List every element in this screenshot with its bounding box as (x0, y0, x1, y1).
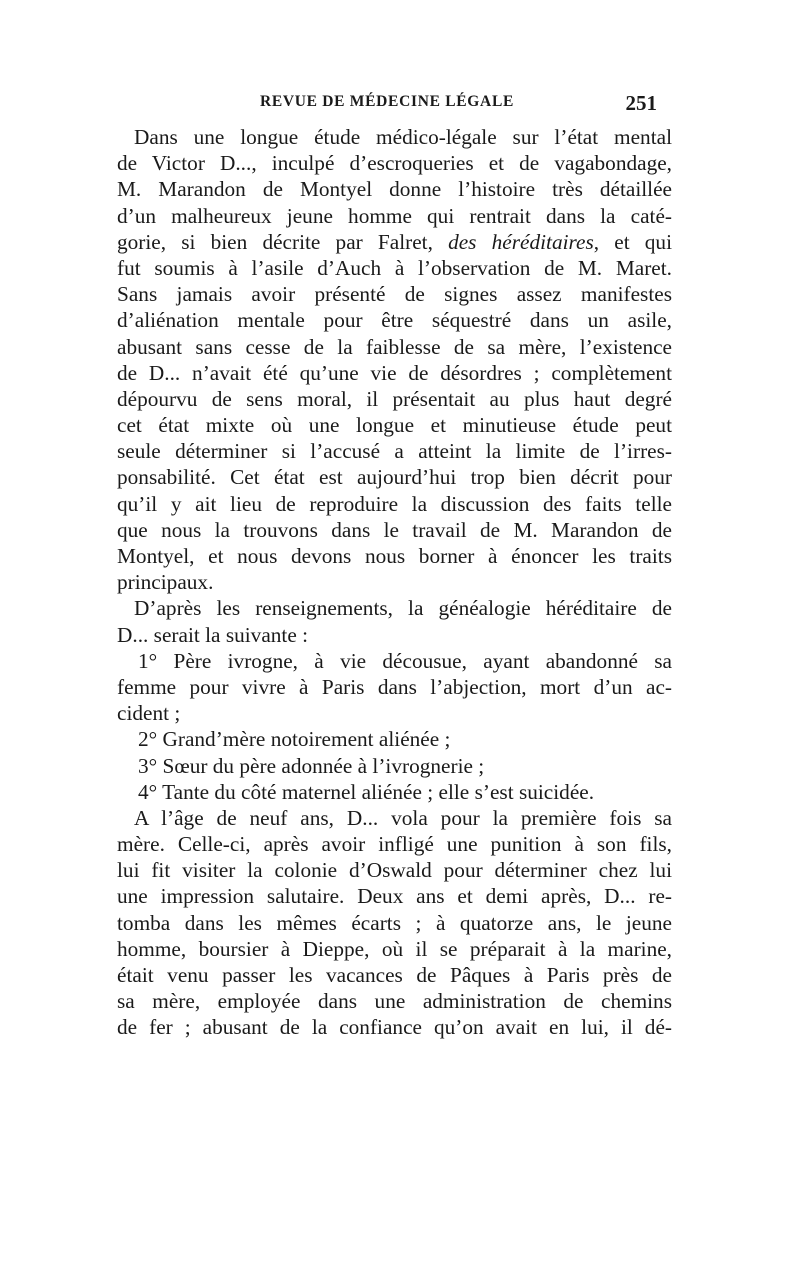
text-line: fut soumis à l’asile d’Auch à l’observation de M. Maret. (117, 255, 672, 280)
text-line: tomba dans les mêmes écarts ; à quatorze ans, le jeune (117, 910, 672, 935)
text-line: de D... n’avait été qu’une vie de désordres ; complètement (117, 360, 672, 385)
text-line: que nous la trouvons dans le travail de M. Marandon de (117, 517, 672, 542)
text-line: qu’il y ait lieu de reproduire la discussion des faits telle (117, 491, 672, 516)
text-line: de fer ; abusant de la confiance qu’on avait en lui, il dé- (117, 1015, 672, 1040)
text-line: ponsabilité. Cet état est aujourd’hui trop bien décrit pour (117, 465, 672, 490)
text-line: principaux. (117, 570, 214, 595)
text-line: lui fit visiter la colonie d’Oswald pour déterminer chez lui (117, 858, 672, 883)
text-line: D’après les renseignements, la généalogie héréditaire de (134, 596, 672, 621)
page-number: 251 (625, 91, 657, 115)
text-segment: gorie, si bien décrite par Falret, (117, 229, 449, 254)
text-line: femme pour vivre à Paris dans l’abjection, mort d’un ac- (117, 674, 672, 699)
text-line: mère. Celle-ci, après avoir infligé une punition à son fils, (117, 832, 672, 857)
text-line: de Victor D..., inculpé d’escroqueries et de vagabondage, (117, 151, 672, 176)
text-segment: , et qui (593, 229, 673, 254)
list-item: 2° Grand’mère notoirement aliénée ; (138, 727, 451, 752)
text-line: d’aliénation mentale pour être séquestré dans un asile, (117, 308, 672, 333)
text-line: d’un malheureux jeune homme qui rentrait dans la caté- (117, 203, 672, 228)
text-line: D... serait la suivante : (117, 622, 309, 647)
text-line: cet état mixte où une longue et minutieuse étude peut (117, 413, 672, 438)
text-line (117, 229, 672, 255)
italic-phrase: des héréditaires (448, 229, 594, 254)
text-line: homme, boursier à Dieppe, où il se préparait à la marine, (117, 936, 672, 961)
text-line: M. Marandon de Montyel donne l’histoire très détaillée (117, 177, 672, 202)
text-line: Montyel, et nous devons nous borner à énoncer les traits (117, 544, 672, 568)
list-item: 1° Père ivrogne, à vie décousue, ayant abandonné sa (138, 648, 672, 673)
list-item: 4° Tante du côté maternel aliénée ; elle s’est suicidée. (138, 779, 595, 804)
running-title: REVUE DE MÉDECINE LÉGALE (259, 93, 515, 110)
text-line: cident ; (117, 701, 181, 726)
text-line: sa mère, employée dans une administration de chemins (117, 989, 672, 1014)
text-line: A l’âge de neuf ans, D... vola pour la première fois sa (134, 805, 672, 830)
running-head (117, 93, 657, 117)
text-line: seule déterminer si l’accusé a atteint la limite de l’irres- (117, 439, 672, 464)
text-line: Dans une longue étude médico-légale sur l’état mental (134, 125, 672, 149)
text-line: Sans jamais avoir présenté de signes assez manifestes (117, 282, 672, 307)
body-text (117, 124, 672, 1041)
text-line: dépourvu de sens moral, il présentait au plus haut degré (117, 386, 672, 411)
list-item: 3° Sœur du père adonnée à l’ivrognerie ; (138, 753, 485, 778)
text-line: une impression salutaire. Deux ans et demi après, D... re- (117, 884, 672, 909)
text-line: était venu passer les vacances de Pâques à Paris près de (117, 963, 672, 987)
text-line: abusant sans cesse de la faiblesse de sa mère, l’existence (117, 334, 672, 359)
